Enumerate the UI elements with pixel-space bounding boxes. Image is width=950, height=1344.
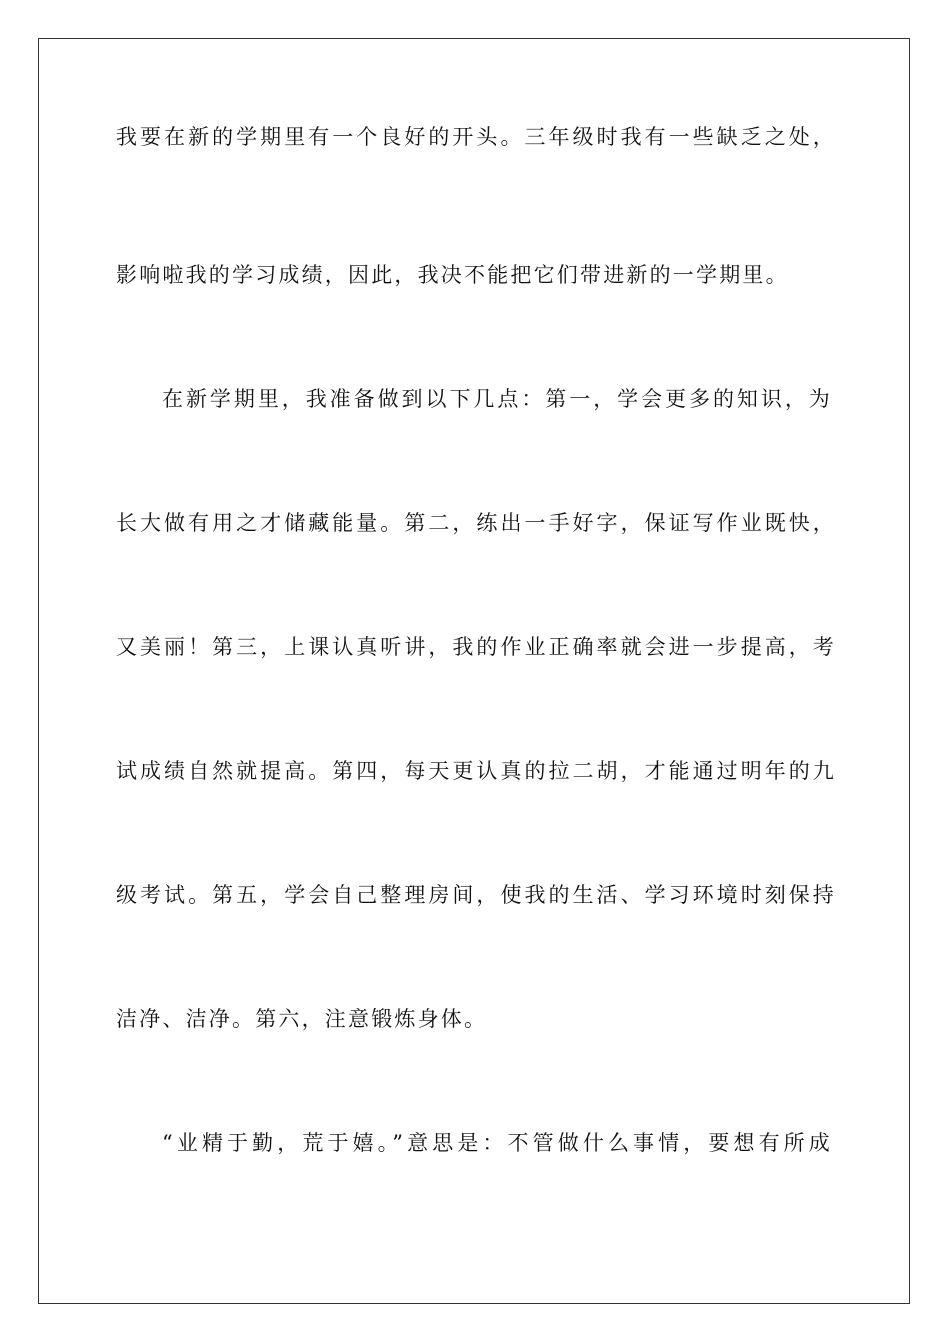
text-line-7: 级考试。第五，学会自己整理房间，使我的生活、学习环境时刻保持	[116, 883, 836, 907]
text-line-3: 在新学期里，我准备做到以下几点：第一，学会更多的知识，为	[162, 387, 832, 411]
text-line-6: 试成绩自然就提高。第四，每天更认真的拉二胡，才能通过明年的九	[116, 759, 836, 783]
text-line-8: 洁净、洁净。第六，注意锻炼身体。	[116, 1007, 488, 1031]
text-line-5: 又美丽！第三，上课认真听讲，我的作业正确率就会进一步提高，考	[116, 635, 836, 659]
text-line-1: 我要在新的学期里有一个良好的开头。三年级时我有一些缺乏之处，	[116, 125, 836, 149]
text-line-4: 长大做有用之才储藏能量。第二，练出一手好字，保证写作业既快，	[116, 511, 836, 535]
text-line-2: 影响啦我的学习成绩，因此，我决不能把它们带进新的一学期里。	[116, 263, 789, 287]
text-line-9: “业精于勤，荒于嬉。”意思是：不管做什么事情，要想有所成	[162, 1131, 832, 1155]
page-border	[38, 38, 910, 1304]
